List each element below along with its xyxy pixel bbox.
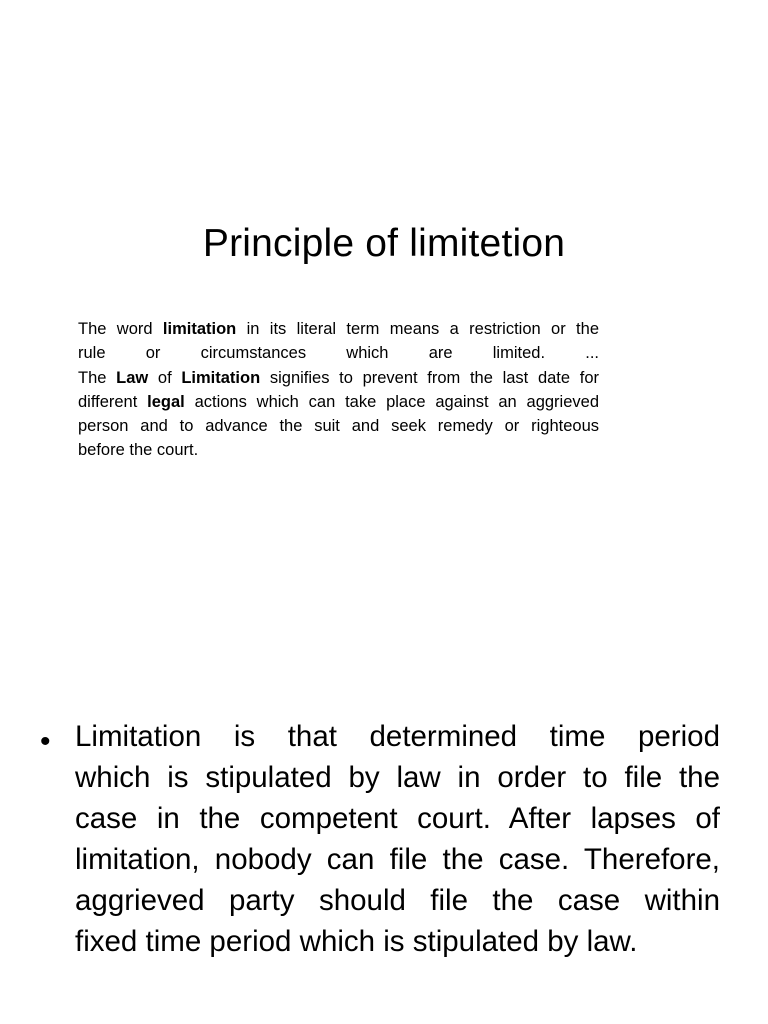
paragraph-line: rule or circumstances which are limited. ... bbox=[78, 344, 599, 363]
bullet-line: aggrieved party should file the case within bbox=[75, 884, 720, 917]
text-run: signifies to prevent from the last date for bbox=[260, 368, 599, 387]
bullet-line: case in the competent court. After lapses of bbox=[75, 802, 720, 835]
text-run: different bbox=[78, 392, 148, 411]
bullet-line: which is stipulated by law in order to file the bbox=[75, 761, 720, 794]
text-run: of bbox=[148, 368, 182, 387]
bullet-text bbox=[75, 716, 720, 962]
text-run: The bbox=[78, 368, 117, 387]
text-run: in its literal term means a restriction or the bbox=[236, 320, 599, 338]
text-run: The word bbox=[78, 320, 163, 338]
definition-paragraph bbox=[78, 317, 599, 463]
bullet-line: fixed time period which is stipulated by law. bbox=[75, 925, 638, 958]
bold-term: Law bbox=[116, 368, 149, 387]
bold-term: legal bbox=[147, 392, 185, 411]
paragraph-line: before the court. bbox=[78, 441, 199, 460]
paragraph-line bbox=[78, 390, 599, 414]
bold-term: limitation bbox=[162, 320, 237, 338]
bold-term: Limitation bbox=[181, 368, 261, 387]
paragraph-line: person and to advance the suit and seek remedy or righteous bbox=[78, 417, 599, 436]
paragraph-line bbox=[78, 366, 599, 390]
text-run: actions which can take place against an aggrieved bbox=[184, 392, 599, 411]
bullet-icon: • bbox=[40, 725, 51, 758]
bullet-line: limitation, nobody can file the case. Therefore, bbox=[75, 843, 720, 876]
bullet-line: Limitation is that determined time period bbox=[75, 720, 720, 753]
page-title: Principle of limitetion bbox=[202, 222, 566, 265]
paragraph-line bbox=[78, 317, 599, 341]
